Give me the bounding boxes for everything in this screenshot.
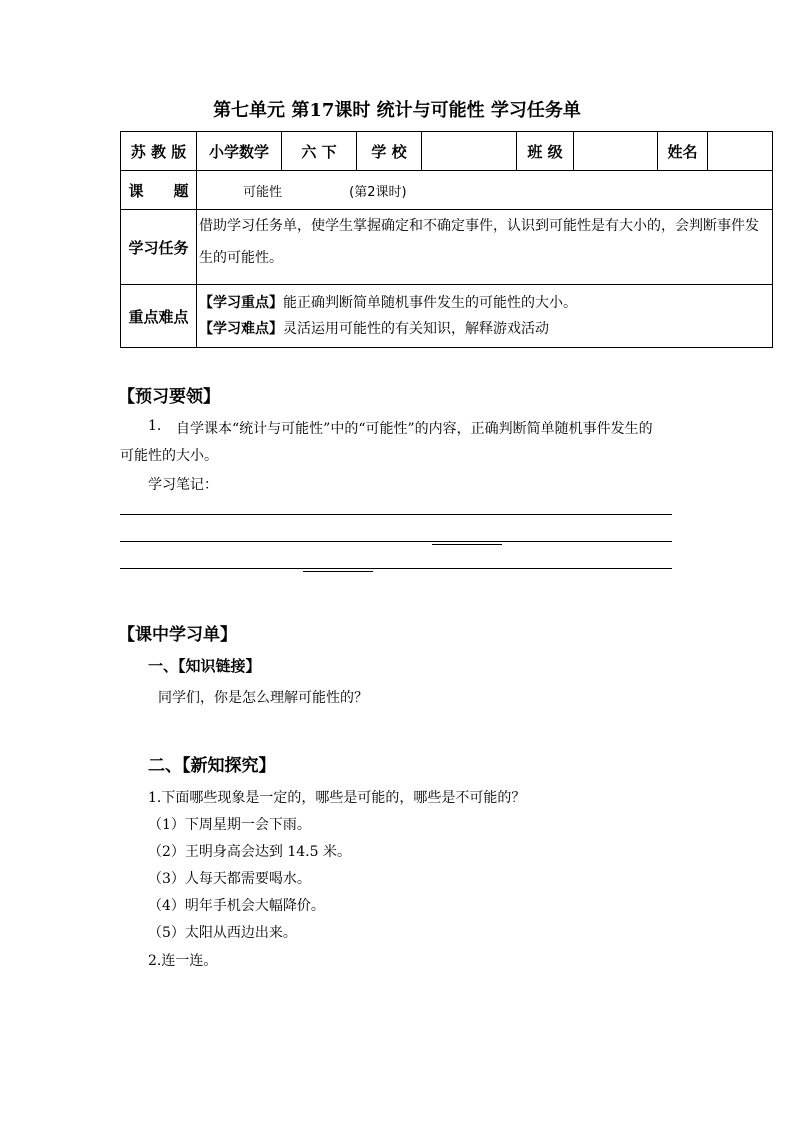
notes-line-3-underline [303, 571, 373, 572]
school-label: 学 校 [357, 132, 422, 171]
name-label: 姓名 [658, 132, 708, 171]
question-1: 1.下面哪些现象是一定的，哪些是可能的，哪些是不可能的？ [148, 790, 526, 806]
topic-value: 可能性 [243, 184, 283, 200]
task-text: 借助学习任务单，使学生掌握确定和不确定事件，认识到可能性是有大小的，会判断事件发生的可能性。 [197, 210, 773, 285]
class-sheet-heading: 【课中学习单】 [118, 625, 237, 645]
preview-item-line1: 自学课本“统计与可能性”中的“可能性”的内容，正确判断简单随机事件发生的 [176, 421, 653, 437]
difficulty-tag: 【学习难点】 [199, 321, 283, 337]
question-1-item-3: （3）人每天都需要喝水。 [148, 871, 311, 887]
question-2: 2.连一连。 [148, 953, 218, 969]
question-1-item-5: （5）太阳从西边出来。 [148, 925, 297, 941]
difficulty-text: 灵活运用可能性的有关知识，解释游戏活动 [283, 321, 549, 337]
difficulty-line [199, 316, 770, 342]
question-1-item-4: （4）明年手机会大幅降价。 [148, 898, 325, 914]
publisher-cell: 苏 教 版 [121, 132, 197, 171]
notes-line-2[interactable] [120, 541, 672, 542]
info-table [120, 131, 773, 348]
class-label: 班 级 [517, 132, 574, 171]
grade-cell: 六 下 [282, 132, 357, 171]
document-title: 第七单元 第17课时 统计与可能性 学习任务单 [213, 100, 581, 121]
topic-period: (第2课时) [349, 184, 407, 200]
key-cell [197, 285, 773, 348]
task-label: 学习任务 [121, 210, 197, 285]
notes-line-3[interactable] [120, 568, 672, 569]
question-1-item-2: （2）王明身高会达到 14.5 米。 [148, 844, 351, 860]
new-knowledge-title: 二、【新知探究】 [148, 756, 276, 776]
preview-heading: 【预习要领】 [118, 387, 220, 407]
question-1-item-1: （1）下周星期一会下雨。 [148, 817, 311, 833]
notes-line-1[interactable] [120, 514, 672, 515]
notes-line-2-underline [432, 544, 502, 545]
key-point-text: 能正确判断简单随机事件发生的可能性的大小。 [283, 295, 577, 311]
school-value[interactable] [422, 132, 517, 171]
key-label: 重点难点 [121, 285, 197, 348]
class-value[interactable] [574, 132, 658, 171]
name-value[interactable] [708, 132, 773, 171]
key-point-line [199, 290, 770, 316]
topic-cell [197, 171, 773, 210]
preview-item-line2: 可能性的大小。 [120, 448, 218, 464]
notes-label: 学习笔记： [148, 477, 218, 493]
topic-label: 课 题 [121, 171, 197, 210]
key-point-tag: 【学习重点】 [199, 295, 283, 311]
knowledge-link-title: 一、【知识链接】 [148, 657, 261, 675]
subject-cell: 小学数学 [197, 132, 282, 171]
knowledge-link-question: 同学们，你是怎么理解可能性的？ [158, 690, 368, 706]
preview-item-number: 1. [148, 418, 162, 434]
